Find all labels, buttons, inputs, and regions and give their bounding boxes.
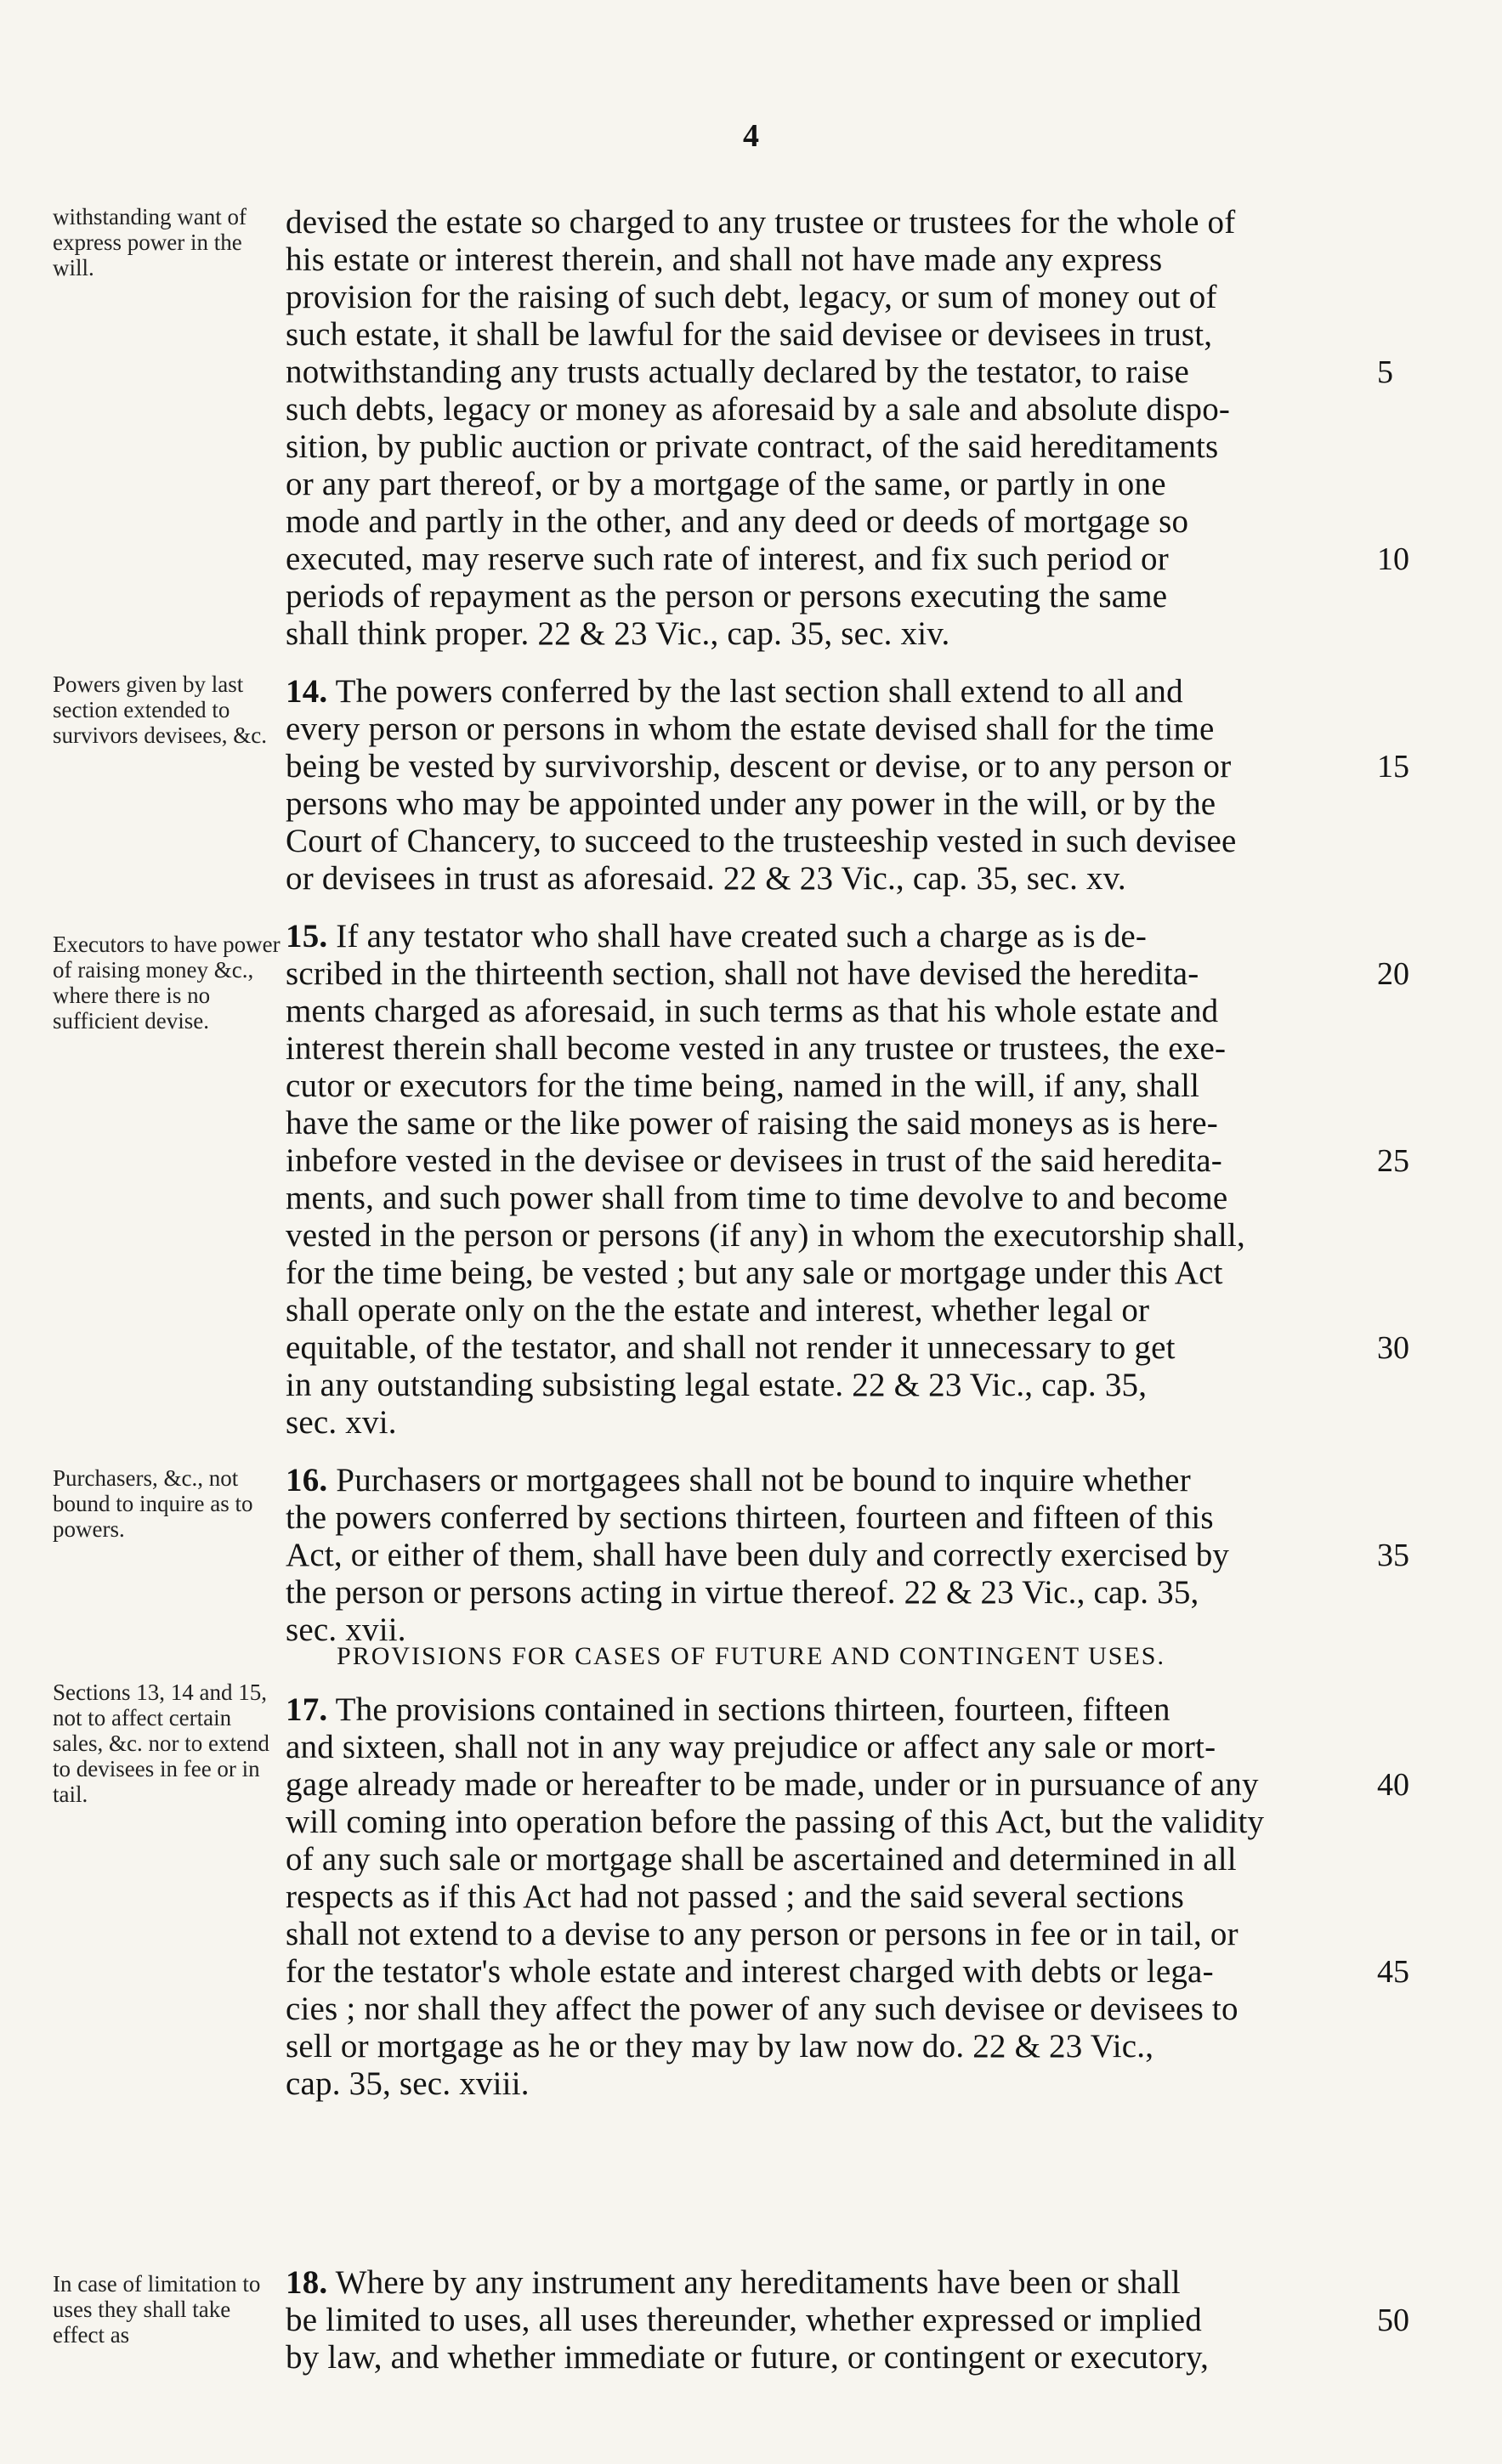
text-line: have the same or the like power of raising the said moneys as is here- — [286, 1105, 1218, 1141]
text-line: interest therein shall become vested in any trustee or trustees, the exe- — [286, 1030, 1227, 1067]
text-line: 17. The provisions contained in sections thirteen, fourteen, fifteen — [286, 1691, 1170, 1728]
text-line: such debts, legacy or money as aforesaid by a sale and absolute dispo- — [286, 391, 1231, 428]
text-line: notwithstanding any trusts actually declared by the testator, to raise — [286, 354, 1189, 390]
margin-note: Sections 13, 14 and 15, not to affect certain sales, &c. nor to extend to devisees in fee or in tail. — [53, 1679, 269, 1807]
text-line: sec. xvii. — [286, 1612, 406, 1648]
margin-note: withstanding want of express power in the will. — [53, 204, 247, 280]
text-line: devised the estate so charged to any trustee or trustees for the whole of — [286, 204, 1236, 241]
text-line: periods of repayment as the person or persons executing the same — [286, 578, 1168, 615]
line-number: 5 — [1377, 354, 1393, 390]
text-line: or devisees in trust as aforesaid. 22 & 23 Vic., cap. 35, sec. xv. — [286, 860, 1126, 897]
line-number: 25 — [1377, 1143, 1409, 1179]
text-line: sec. xvi. — [286, 1404, 397, 1441]
text-line: the person or persons acting in virtue thereof. 22 & 23 Vic., cap. 35, — [286, 1574, 1199, 1611]
text-line: will coming into operation before the passing of this Act, but the validity — [286, 1804, 1265, 1840]
text-line: shall think proper. 22 & 23 Vic., cap. 35, sec. xiv. — [286, 615, 950, 652]
line-number: 50 — [1377, 2303, 1409, 2338]
text-line: cies ; nor shall they affect the power of any such devisee or devisees to — [286, 1991, 1238, 2027]
text-line: or any part thereof, or by a mortgage of the same, or partly in one — [286, 466, 1166, 502]
section-heading: PROVISIONS FOR CASES OF FUTURE AND CONTINGENT USES. — [337, 1642, 1165, 1670]
text-line: shall operate only on the the estate and interest, whether legal or — [286, 1292, 1150, 1328]
line-number: 15 — [1377, 749, 1409, 785]
text-line: scribed in the thirteenth section, shall not have devised the heredita- — [286, 955, 1199, 992]
text-line: Act, or either of them, shall have been duly and correctly exercised by — [286, 1537, 1230, 1573]
text-line: provision for the raising of such debt, legacy, or sum of money out of — [286, 279, 1217, 315]
text-line: persons who may be appointed under any power in the will, or by the — [286, 785, 1216, 822]
text-line: ments charged as aforesaid, in such terms as that his whole estate and — [286, 993, 1219, 1029]
line-number: 45 — [1377, 1954, 1409, 1990]
text-line: 14. The powers conferred by the last section shall extend to all and — [286, 673, 1183, 710]
text-line: be limited to uses, all uses thereunder, whether expressed or implied — [286, 2302, 1202, 2338]
text-line: ments, and such power shall from time to time devolve to and become — [286, 1180, 1228, 1216]
text-line: being be vested by survivorship, descent or devise, or to any person or — [286, 748, 1232, 785]
text-line: mode and partly in the other, and any deed or deeds of mortgage so — [286, 503, 1189, 540]
text-line: by law, and whether immediate or future, or contingent or executory, — [286, 2339, 1210, 2376]
text-line: vested in the person or persons (if any) in whom the executorship shall, — [286, 1217, 1245, 1254]
text-line: in any outstanding subsisting legal estate. 22 & 23 Vic., cap. 35, — [286, 1367, 1148, 1403]
text-line: such estate, it shall be lawful for the said devisee or devisees in trust, — [286, 316, 1213, 353]
text-line: 16. Purchasers or mortgagees shall not be bound to inquire whether — [286, 1462, 1191, 1498]
text-line: Court of Chancery, to succeed to the trusteeship vested in such devisee — [286, 823, 1237, 859]
text-line: 18. Where by any instrument any hereditaments have been or shall — [286, 2264, 1181, 2301]
line-number: 40 — [1377, 1767, 1409, 1803]
text-line: equitable, of the testator, and shall not render it unnecessary to get — [286, 1329, 1176, 1366]
text-line: shall not extend to a devise to any person or persons in fee or in tail, or — [286, 1916, 1238, 1952]
margin-note: Powers given by last section extended to survivors devisees, &c. — [53, 671, 267, 748]
text-line: for the testator's whole estate and interest charged with debts or lega- — [286, 1953, 1214, 1990]
line-number: 30 — [1377, 1330, 1409, 1366]
line-number: 20 — [1377, 956, 1409, 992]
margin-note: In case of limitation to uses they shall take effect as — [53, 2271, 261, 2348]
text-line: his estate or interest therein, and shall not have made any express — [286, 241, 1163, 278]
line-number: 10 — [1377, 541, 1409, 577]
text-line: sition, by public auction or private contract, of the said hereditaments — [286, 428, 1219, 465]
page-number: 4 — [743, 118, 759, 154]
text-line: respects as if this Act had not passed ; and the said several sections — [286, 1878, 1184, 1915]
margin-note: Purchasers, &c., not bound to inquire as to powers. — [53, 1465, 253, 1542]
text-line: for the time being, be vested ; but any sale or mortgage under this Act — [286, 1255, 1223, 1291]
text-line: sell or mortgage as he or they may by law now do. 22 & 23 Vic., — [286, 2028, 1154, 2065]
text-line: inbefore vested in the devisee or devisees in trust of the said heredita- — [286, 1142, 1222, 1179]
text-line: cutor or executors for the time being, named in the will, if any, shall — [286, 1068, 1200, 1104]
text-line: executed, may reserve such rate of interest, and fix such period or — [286, 541, 1169, 577]
margin-note: Executors to have power of raising money &c., where there is no sufficient devise. — [53, 932, 281, 1034]
text-line: cap. 35, sec. xviii. — [286, 2065, 530, 2102]
text-line: of any such sale or mortgage shall be ascertained and determined in all — [286, 1841, 1237, 1878]
text-line: every person or persons in whom the estate devised shall for the time — [286, 711, 1215, 747]
text-line: the powers conferred by sections thirteen, fourteen and fifteen of this — [286, 1499, 1214, 1536]
line-number: 35 — [1377, 1538, 1409, 1573]
text-line: and sixteen, shall not in any way prejudice or affect any sale or mort- — [286, 1729, 1216, 1765]
text-line: gage already made or hereafter to be made, under or in pursuance of any — [286, 1766, 1259, 1803]
text-line: 15. If any testator who shall have created such a charge as is de- — [286, 918, 1148, 954]
